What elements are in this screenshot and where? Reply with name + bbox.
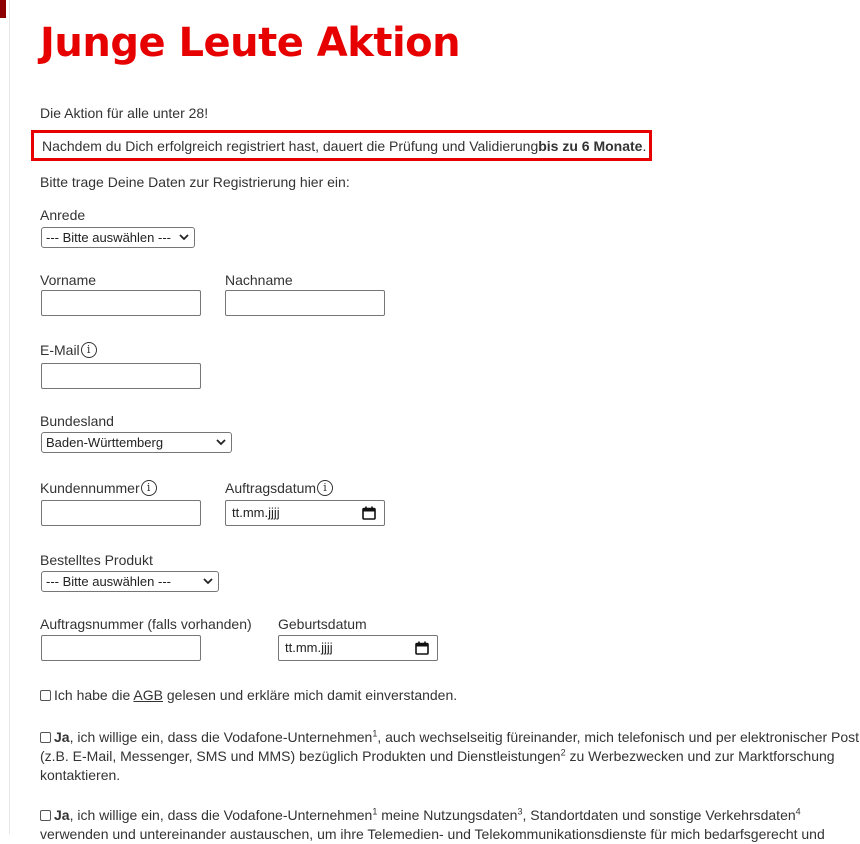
footnote-1: 1: [372, 806, 378, 817]
email-label: [40, 342, 97, 358]
geburtsdatum-date-input[interactable]: [278, 635, 438, 661]
contact-consent-text-1: , ich willige ein, dass die Vodafone-Unternehmen: [69, 729, 373, 745]
instruction-text: Bitte trage Deine Daten zur Registrierung hier ein:: [40, 174, 350, 190]
agb-link[interactable]: AGB: [133, 687, 163, 703]
agb-text-post: gelesen und erkläre mich damit einverstanden.: [162, 687, 458, 703]
validation-notice: [31, 130, 652, 161]
data-consent: [40, 806, 860, 844]
produkt-select[interactable]: [41, 571, 219, 592]
chevron-down-icon: [178, 231, 190, 243]
vorname-input[interactable]: [41, 290, 201, 316]
data-consent-yes: Ja: [54, 807, 70, 823]
auftragsdatum-placeholder: tt.mm.jjjj: [232, 505, 280, 520]
info-icon[interactable]: i: [317, 480, 333, 496]
notice-text: Nachdem du Dich erfolgreich registriert hast, dauert die Prüfung und Validierung: [42, 137, 539, 154]
anrede-label: Anrede: [40, 207, 86, 223]
contact-consent-checkbox[interactable]: [40, 732, 51, 743]
auftragsdatum-label: [225, 480, 333, 496]
info-icon[interactable]: i: [81, 342, 97, 358]
calendar-icon[interactable]: [415, 641, 429, 655]
bundesland-label: Bundesland: [40, 413, 114, 429]
auftragsdatum-date-input[interactable]: [225, 500, 385, 526]
bundesland-select[interactable]: [41, 432, 232, 453]
agb-checkbox[interactable]: [40, 690, 51, 701]
nachname-label: Nachname: [225, 272, 293, 288]
footnote-3: 3: [517, 806, 523, 817]
email-label-text: E-Mail: [40, 342, 80, 358]
kundennummer-label-text: Kundennummer: [40, 480, 140, 496]
footnote-4: 4: [795, 806, 801, 817]
auftragsdatum-label-text: Auftragsdatum: [225, 480, 317, 496]
agb-consent: [40, 686, 860, 705]
contact-consent-yes: Ja: [54, 729, 70, 745]
geburtsdatum-label: Geburtsdatum: [278, 616, 367, 632]
anrede-select[interactable]: [41, 227, 195, 248]
chevron-down-icon: [215, 436, 227, 448]
produkt-selected-value: --- Bitte auswählen ---: [46, 574, 171, 589]
auftragsnummer-input[interactable]: [41, 635, 201, 661]
nachname-input[interactable]: [225, 290, 385, 316]
data-consent-text-1: , ich willige ein, dass die Vodafone-Unternehmen: [69, 807, 373, 823]
chevron-down-icon: [202, 575, 214, 587]
data-consent-text-2: meine Nutzungsdaten: [377, 807, 518, 823]
footnote-1: 1: [372, 728, 378, 739]
notice-end: .: [642, 137, 647, 154]
contact-consent-text-3: zu Werbezwecken und zur Marktforschung kontaktieren.: [40, 748, 835, 783]
data-consent-text-4: verwenden und untereinander austauschen, um ihre Telemedien- und Telekommunikationsdienste für mich bedarfsgerecht und: [40, 826, 825, 842]
contact-consent-text-2: , auch wechselseitig füreinander, mich telefonisch und per elektronischer Post (z.B. E-Mail, Messenger, SMS und MMS) bezüglich Produkten und Dienstleistungen: [40, 729, 860, 764]
data-consent-text-3: , Standortdaten und sonstige Verkehrsdaten: [522, 807, 796, 823]
geburtsdatum-placeholder: tt.mm.jjjj: [285, 640, 333, 655]
bundesland-selected-value: Baden-Württemberg: [46, 435, 164, 450]
info-icon[interactable]: i: [141, 480, 157, 496]
email-input[interactable]: [41, 363, 201, 389]
anrede-selected-value: --- Bitte auswählen ---: [46, 230, 171, 245]
kundennummer-input[interactable]: [41, 500, 201, 526]
calendar-icon[interactable]: [362, 506, 376, 520]
data-consent-checkbox[interactable]: [40, 810, 51, 821]
page-divider: [9, 0, 10, 834]
notice-duration: bis zu 6 Monate: [538, 137, 643, 154]
agb-text-pre: Ich habe die: [54, 687, 134, 703]
intro-text: Die Aktion für alle unter 28!: [40, 105, 209, 121]
footnote-2: 2: [560, 747, 566, 758]
page-title: Junge Leute Aktion: [40, 20, 461, 66]
contact-consent: [40, 728, 860, 785]
kundennummer-label: [40, 480, 157, 496]
auftragsnummer-label: Auftragsnummer (falls vorhanden): [40, 616, 252, 632]
corner-accent: [0, 0, 6, 18]
produkt-label: Bestelltes Produkt: [40, 552, 153, 568]
vorname-label: Vorname: [40, 272, 97, 288]
